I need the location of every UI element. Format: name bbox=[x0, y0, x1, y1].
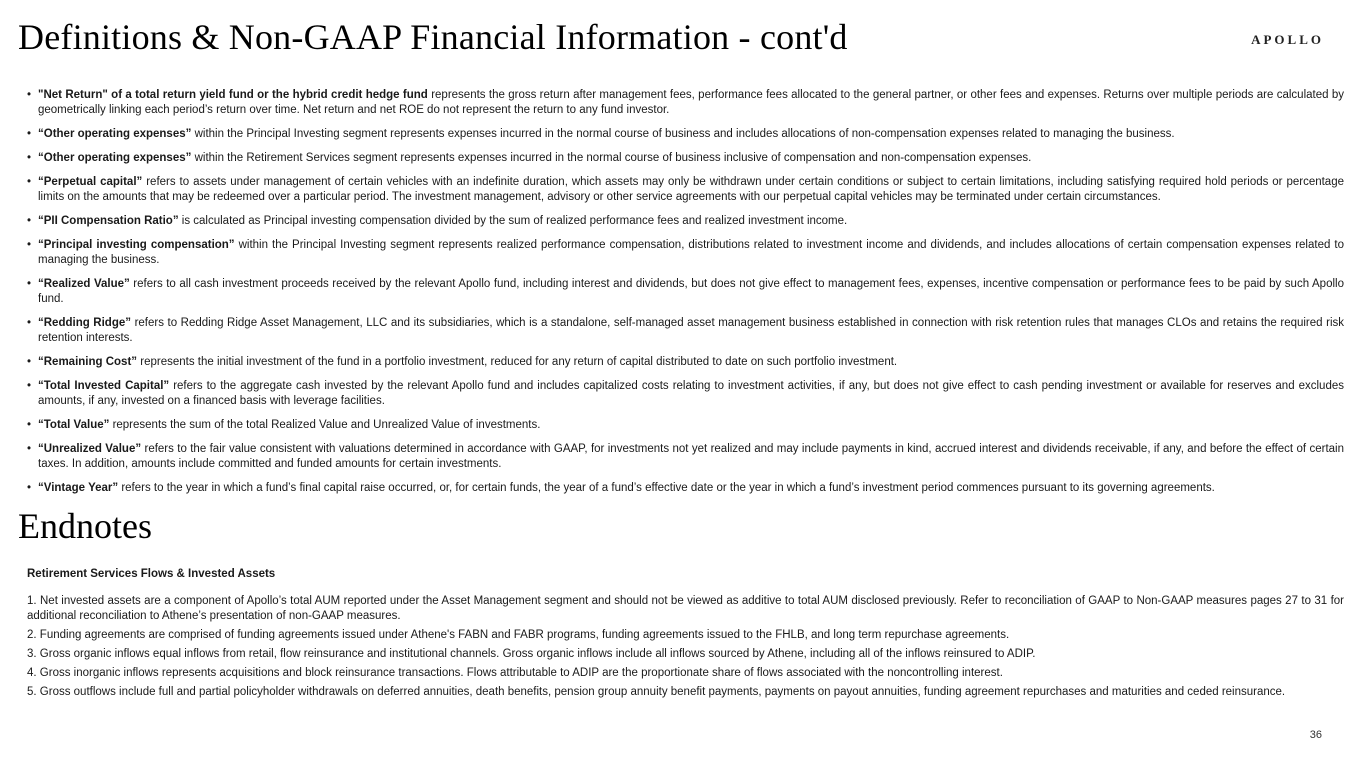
definition-term: “Other operating expenses” bbox=[38, 152, 192, 164]
definition-item bbox=[27, 355, 1344, 370]
endnote-text: Net invested assets are a component of Apollo’s total AUM reported under the Asset Management segment and should not be viewed as additive to total AUM disclosed previously. Refer to reconciliation of GAAP to Non-GAAP measures pages 27 to 31 for additional reconciliation to Athene’s presentation of non-GAAP measures. bbox=[27, 595, 1344, 622]
endnote bbox=[27, 666, 1344, 681]
definition-term: "Net Return" of a total return yield fund or the hybrid credit hedge fund bbox=[38, 89, 428, 101]
definition-body: refers to the aggregate cash invested by the relevant Apollo fund and includes capitalized costs relating to investment activities, if any, but does not give effect to cash pending investment or available for reserves and excludes amounts, if any, invested on a financed basis with leverage facilities. bbox=[38, 380, 1344, 407]
definition-item bbox=[27, 151, 1344, 166]
page-number: 36 bbox=[1309, 729, 1322, 741]
page-title: Definitions & Non-GAAP Financial Information - cont'd bbox=[18, 17, 848, 57]
endnotes-list bbox=[27, 594, 1344, 700]
endnotes-heading: Endnotes bbox=[18, 506, 152, 546]
definition-item bbox=[27, 418, 1344, 433]
endnote-text: Gross inorganic inflows represents acquisitions and block reinsurance transactions. Flows attributable to ADIP are the proportionate share of flows associated with the noncontrolling interest. bbox=[39, 667, 1003, 679]
endnote-number: 4. bbox=[27, 667, 37, 679]
definition-term: “Redding Ridge” bbox=[38, 317, 131, 329]
definition-item bbox=[27, 238, 1344, 268]
definition-body: within the Principal Investing segment represents expenses incurred in the normal course of business and includes allocations of non-compensation expenses related to managing the business. bbox=[194, 128, 1175, 140]
definition-term: “Remaining Cost” bbox=[38, 356, 138, 368]
definition-body: refers to Redding Ridge Asset Management, LLC and its subsidiaries, which is a standalone, self-managed asset management business established in connection with risk retention rules that manages CLOs and retains the required risk retention interests. bbox=[38, 317, 1344, 344]
apollo-logo: APOLLO bbox=[1251, 32, 1324, 47]
definition-term: “PII Compensation Ratio” bbox=[38, 215, 179, 227]
endnotes-subheading: Retirement Services Flows & Invested Assets bbox=[27, 568, 276, 580]
endnote-number: 2. bbox=[27, 629, 37, 641]
definition-body: refers to the fair value consistent with valuations determined in accordance with GAAP, for investments not yet realized and may include payments in kind, accrued interest and dividends receivable, if any, and before the effect of certain taxes. In addition, amounts include committed and funded amounts for certain investments. bbox=[38, 443, 1344, 470]
endnote-text: Gross organic inflows equal inflows from retail, flow reinsurance and institutional channels. Gross organic inflows include all inflows sourced by Athene, including all of the inflows reinsured to ADIP. bbox=[39, 648, 1036, 660]
endnote bbox=[27, 628, 1344, 643]
definition-term: “Other operating expenses” bbox=[38, 128, 192, 140]
slide-header bbox=[0, 16, 1365, 59]
endnote bbox=[27, 685, 1344, 700]
definition-body: refers to the year in which a fund’s final capital raise occurred, or, for certain funds, the year of a fund’s effective date or the year in which a fund’s investment period commences pursuant to its governing agreements. bbox=[121, 482, 1215, 494]
definition-body: represents the sum of the total Realized Value and Unrealized Value of investments. bbox=[112, 419, 541, 431]
definition-term: “Unrealized Value” bbox=[38, 443, 142, 455]
definition-term: “Realized Value” bbox=[38, 278, 130, 290]
endnote-number: 3. bbox=[27, 648, 37, 660]
definitions-list bbox=[27, 88, 1344, 496]
definition-term: “Vintage Year” bbox=[38, 482, 119, 494]
endnote-text: Gross outflows include full and partial policyholder withdrawals on deferred annuities, death benefits, pension group annuity benefit payments, payments on payout annuities, funding agreement repurchases and maturities and ceded reinsurance. bbox=[39, 686, 1286, 698]
endnote bbox=[27, 594, 1344, 624]
definition-body: refers to assets under management of certain vehicles with an indefinite duration, which assets may only be withdrawn under certain conditions or subject to certain limitations, including satisfying required hold periods or percentage limits on the amounts that may be redeemed over a particular period. The investment management, advisory or other service agreements with our perpetual capital vehicles may be terminated under certain circumstances. bbox=[38, 176, 1344, 203]
definition-item bbox=[27, 442, 1344, 472]
definition-term: “Principal investing compensation” bbox=[38, 239, 235, 251]
definition-body: refers to all cash investment proceeds received by the relevant Apollo fund, including interest and dividends, but does not give effect to management fees, expenses, incentive compensation or performance fees to be paid by such Apollo fund. bbox=[38, 278, 1344, 305]
definition-item bbox=[27, 379, 1344, 409]
definition-term: “Perpetual capital” bbox=[38, 176, 143, 188]
definition-item bbox=[27, 481, 1344, 496]
definition-item bbox=[27, 175, 1344, 205]
definition-item bbox=[27, 127, 1344, 142]
definition-body: represents the initial investment of the fund in a portfolio investment, reduced for any return of capital distributed to date on such portfolio investment. bbox=[140, 356, 898, 368]
definition-item bbox=[27, 277, 1344, 307]
definition-body: is calculated as Principal investing compensation divided by the sum of realized performance fees and realized investment income. bbox=[181, 215, 848, 227]
definition-item bbox=[27, 214, 1344, 229]
definition-term: “Total Invested Capital” bbox=[38, 380, 170, 392]
definition-body: within the Retirement Services segment represents expenses incurred in the normal course of business inclusive of compensation and non-compensation expenses. bbox=[194, 152, 1032, 164]
endnote-number: 1. bbox=[27, 595, 37, 607]
definition-body: represents the gross return after management fees, performance fees allocated to the general partner, or other fees and expenses. Returns over multiple periods are calculated by geometrically linking each period’s return over time. Net return and net ROE do not represent the return to any fund investor. bbox=[38, 89, 1345, 116]
endnote bbox=[27, 647, 1344, 662]
endnote-number: 5. bbox=[27, 686, 37, 698]
definition-body: within the Principal Investing segment represents realized performance compensation, distributions related to investment income and dividends, and includes allocations of certain compensation expenses related to managing the business. bbox=[38, 239, 1344, 266]
definition-item bbox=[27, 88, 1344, 118]
definition-item bbox=[27, 316, 1344, 346]
definition-term: “Total Value” bbox=[38, 419, 110, 431]
endnote-text: Funding agreements are comprised of funding agreements issued under Athene's FABN and FABR programs, funding agreements issued to the FHLB, and long term repurchase agreements. bbox=[39, 629, 1010, 641]
